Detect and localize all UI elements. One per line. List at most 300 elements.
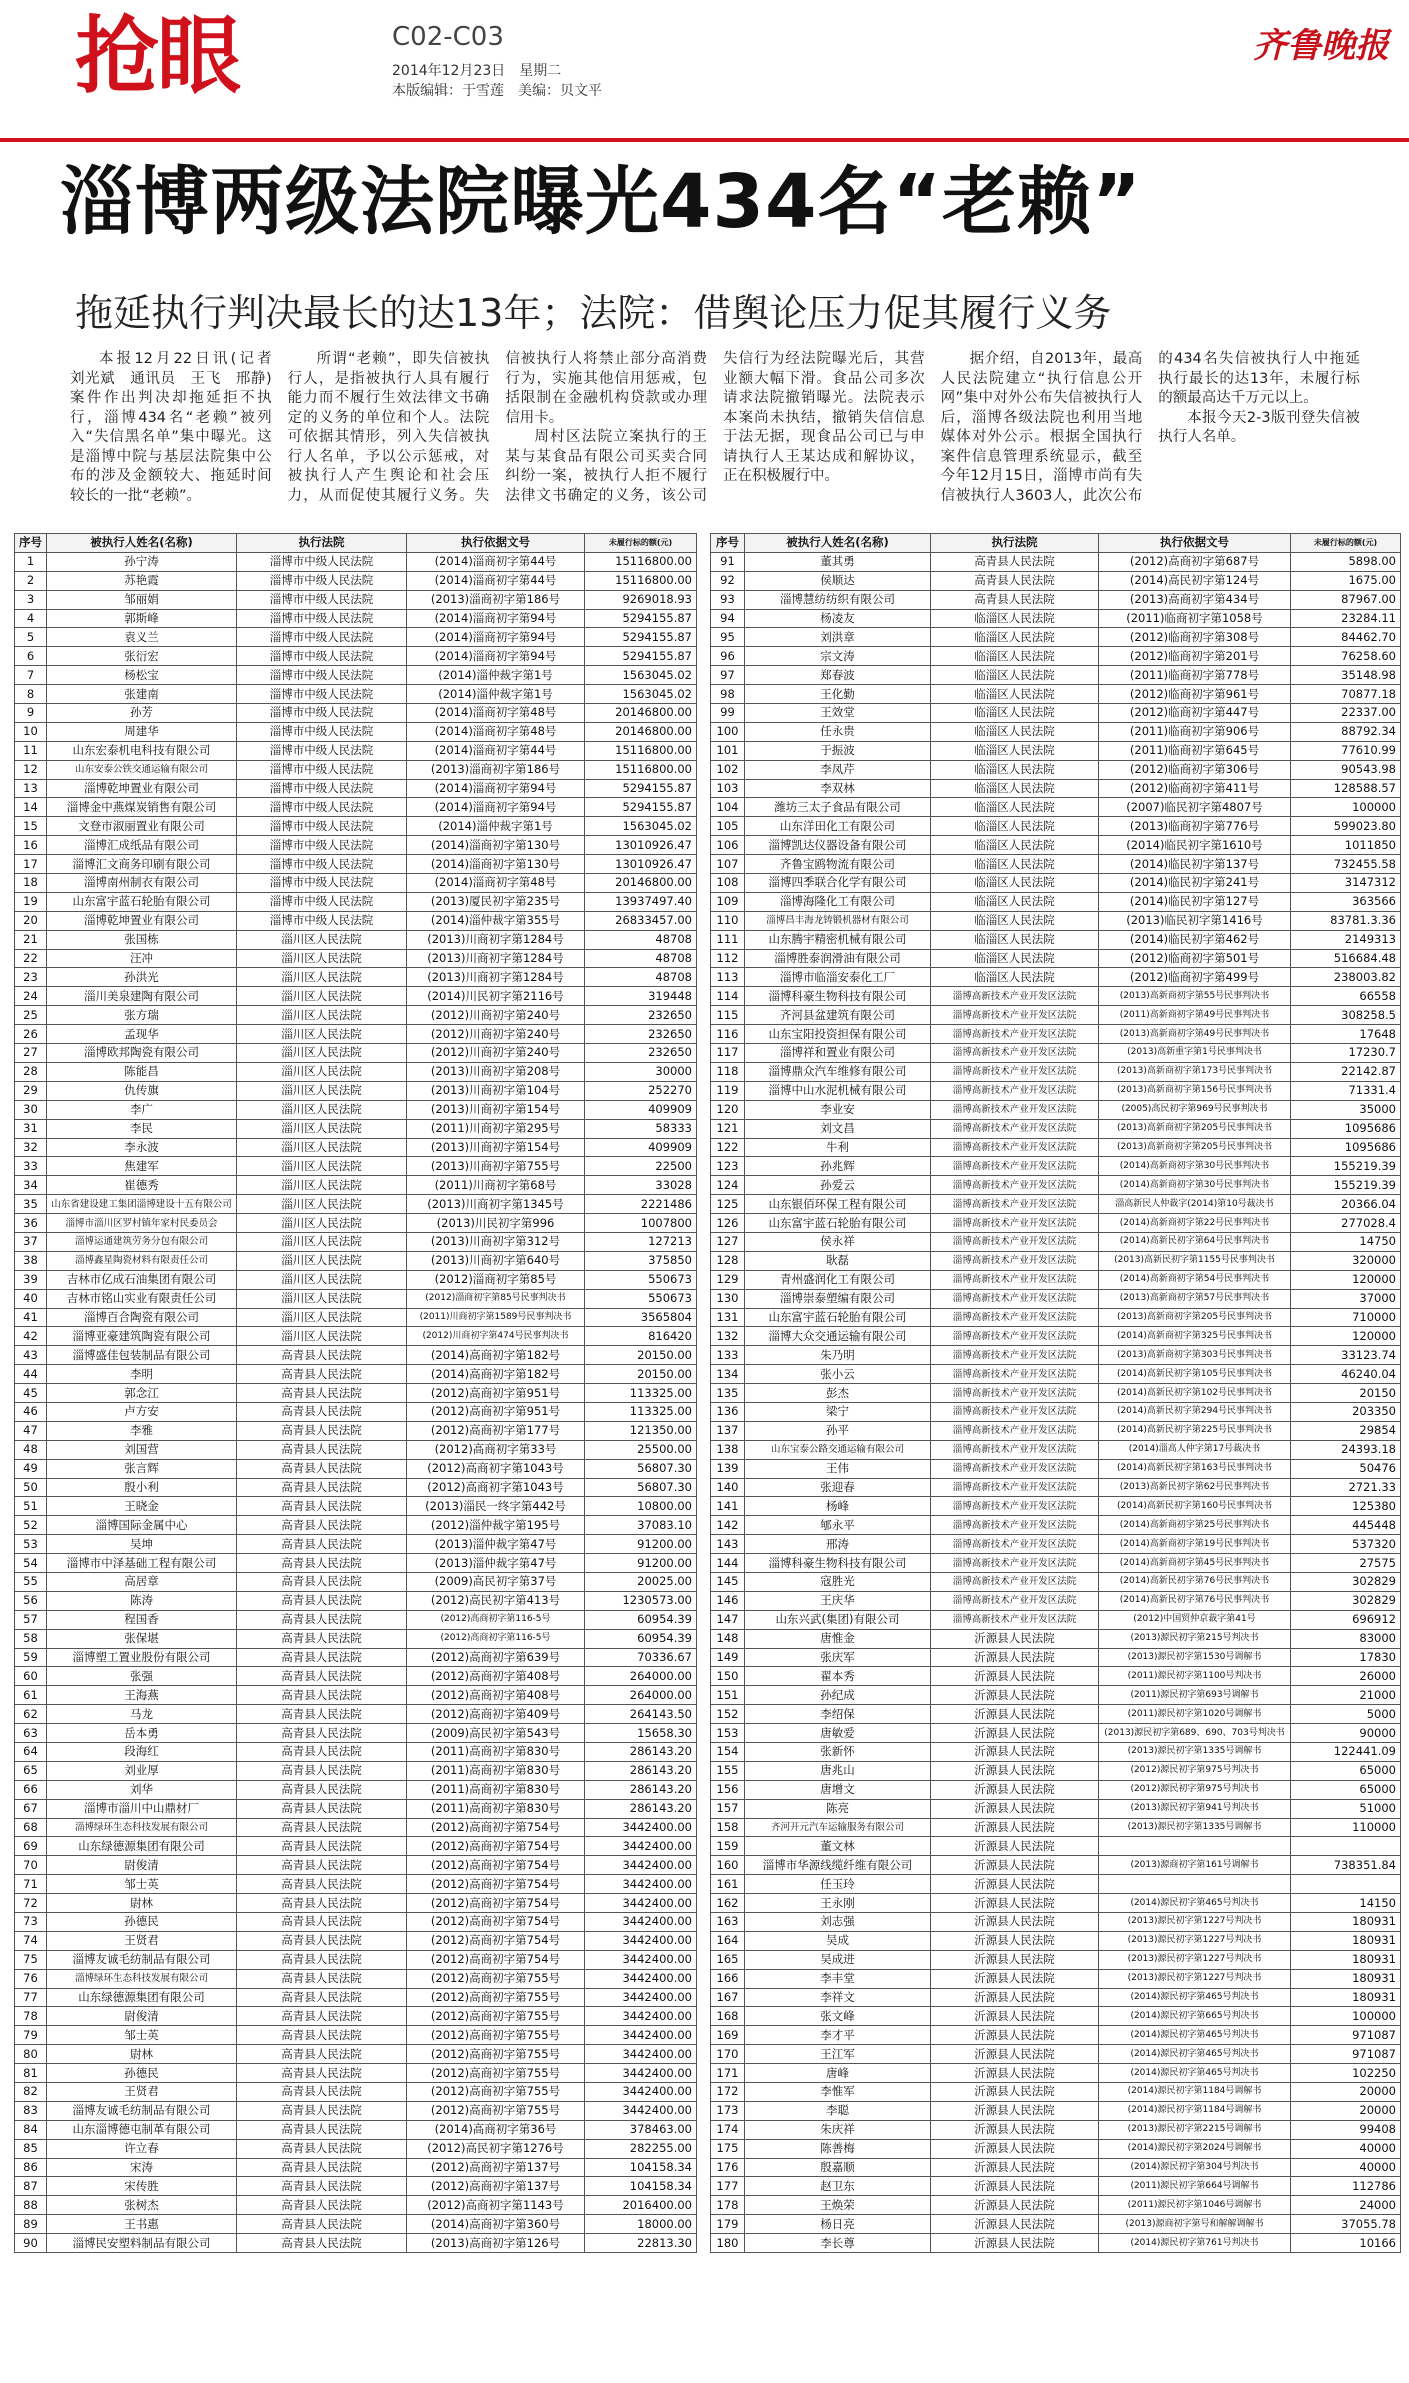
case-number: (2014)源民初字第465号判决书 bbox=[1099, 1988, 1291, 2007]
table-row bbox=[711, 1081, 1401, 1100]
table-row bbox=[15, 1497, 697, 1516]
article-paragraph: 本报今天2-3版刊登失信被执行人名单。 bbox=[1158, 409, 1360, 445]
table-row bbox=[15, 949, 697, 968]
header-divider bbox=[0, 138, 1409, 142]
defaulter-name: 张小云 bbox=[745, 1365, 931, 1384]
row-number: 35 bbox=[15, 1195, 47, 1214]
defaulter-name: 张保堪 bbox=[47, 1629, 237, 1648]
defaulter-name: 王焕荣 bbox=[745, 2196, 931, 2215]
unpaid-amount: 77610.99 bbox=[1291, 741, 1401, 760]
row-number: 24 bbox=[15, 987, 47, 1006]
table-row bbox=[15, 1232, 697, 1251]
row-number: 12 bbox=[15, 760, 47, 779]
row-number: 158 bbox=[711, 1818, 745, 1837]
defaulter-name: 王江军 bbox=[745, 2045, 931, 2064]
case-number: (2013)川商初字第208号 bbox=[407, 1062, 585, 1081]
case-number: (2012)临商初字第961号 bbox=[1099, 685, 1291, 704]
defaulter-name: 张方瑞 bbox=[47, 1006, 237, 1025]
unpaid-amount: 13937497.40 bbox=[585, 892, 697, 911]
court-name: 沂源县人民法院 bbox=[931, 1799, 1099, 1818]
row-number: 175 bbox=[711, 2139, 745, 2158]
row-number: 88 bbox=[15, 2196, 47, 2215]
court-name: 沂源县人民法院 bbox=[931, 2234, 1099, 2253]
court-name: 高青县人民法院 bbox=[237, 1516, 407, 1535]
table-row bbox=[711, 836, 1401, 855]
defaulter-name: 齐河开元汽车运输服务有限公司 bbox=[745, 1818, 931, 1837]
court-name: 高青县人民法院 bbox=[237, 1705, 407, 1724]
court-name: 淄博高新技术产业开发区法院 bbox=[931, 1138, 1099, 1157]
row-number: 82 bbox=[15, 2083, 47, 2102]
table-row bbox=[711, 571, 1401, 590]
defaulter-name: 山东富宇蓝石轮胎有限公司 bbox=[47, 892, 237, 911]
table-row bbox=[711, 741, 1401, 760]
court-name: 沂源县人民法院 bbox=[931, 2064, 1099, 2083]
unpaid-amount: 14750 bbox=[1291, 1232, 1401, 1251]
table-row bbox=[711, 552, 1401, 571]
defaulter-name: 郭念江 bbox=[47, 1384, 237, 1403]
unpaid-amount: 282255.00 bbox=[585, 2139, 697, 2158]
unpaid-amount: 56807.30 bbox=[585, 1459, 697, 1478]
court-name: 淄博高新技术产业开发区法院 bbox=[931, 1119, 1099, 1138]
defaulter-name: 山东省建设建工集团淄博建设十五有限公司 bbox=[47, 1195, 237, 1214]
court-name: 淄博市中级人民法院 bbox=[237, 590, 407, 609]
row-number: 20 bbox=[15, 911, 47, 930]
unpaid-amount: 3442400.00 bbox=[585, 1894, 697, 1913]
court-name: 淄博市中级人民法院 bbox=[237, 892, 407, 911]
defaulter-name: 寇胜光 bbox=[745, 1572, 931, 1591]
row-number: 42 bbox=[15, 1327, 47, 1346]
case-number: (2012)临商初字第447号 bbox=[1099, 704, 1291, 723]
row-number: 114 bbox=[711, 987, 745, 1006]
defaulter-name: 淄川美泉建陶有限公司 bbox=[47, 987, 237, 1006]
court-name: 淄川区人民法院 bbox=[237, 1157, 407, 1176]
row-number: 134 bbox=[711, 1365, 745, 1384]
page-header bbox=[0, 0, 1409, 135]
case-number: (2012)高民初字第1276号 bbox=[407, 2139, 585, 2158]
defaulter-name: 段海红 bbox=[47, 1743, 237, 1762]
unpaid-amount: 696912 bbox=[1291, 1610, 1401, 1629]
unpaid-amount: 516684.48 bbox=[1291, 949, 1401, 968]
defaulter-name: 唐峰 bbox=[745, 2064, 931, 2083]
case-number: (2012)高商初字第639号 bbox=[407, 1648, 585, 1667]
headline: 淄博两级法院曝光434名“老赖” bbox=[60, 159, 1142, 245]
defaulter-name: 张国栋 bbox=[47, 930, 237, 949]
court-name: 淄博高新技术产业开发区法院 bbox=[931, 1327, 1099, 1346]
defaulter-name: 淄博海隆化工有限公司 bbox=[745, 892, 931, 911]
court-name: 高青县人民法院 bbox=[237, 1818, 407, 1837]
row-number: 89 bbox=[15, 2215, 47, 2234]
unpaid-amount: 10166 bbox=[1291, 2234, 1401, 2253]
defaulter-name: 淄博市淄川区罗村镇年家村民委员会 bbox=[47, 1214, 237, 1233]
table-row bbox=[15, 2196, 697, 2215]
defaulter-name: 山东绿德源集团有限公司 bbox=[47, 1837, 237, 1856]
court-name: 高青县人民法院 bbox=[237, 1535, 407, 1554]
unpaid-amount: 35000 bbox=[1291, 1100, 1401, 1119]
case-number: (2011)临商初字第645号 bbox=[1099, 741, 1291, 760]
unpaid-amount: 20366.04 bbox=[1291, 1195, 1401, 1214]
unpaid-amount: 66558 bbox=[1291, 987, 1401, 1006]
court-name: 高青县人民法院 bbox=[237, 1743, 407, 1762]
defaulter-name: 高居章 bbox=[47, 1572, 237, 1591]
court-name: 淄博高新技术产业开发区法院 bbox=[931, 1157, 1099, 1176]
court-name: 淄博高新技术产业开发区法院 bbox=[931, 1081, 1099, 1100]
defaulter-name: 吴成进 bbox=[745, 1950, 931, 1969]
row-number: 5 bbox=[15, 628, 47, 647]
defaulter-name: 董其勇 bbox=[745, 552, 931, 571]
table-row bbox=[711, 1062, 1401, 1081]
court-name: 淄博市中级人民法院 bbox=[237, 855, 407, 874]
case-number: (2013)淄商初字第186号 bbox=[407, 760, 585, 779]
table-row bbox=[711, 1214, 1401, 1233]
case-number: (2012)高商初字第755号 bbox=[407, 2064, 585, 2083]
court-name: 临淄区人民法院 bbox=[931, 685, 1099, 704]
row-number: 108 bbox=[711, 874, 745, 893]
defaulter-name: 淄博友诚毛纺制品有限公司 bbox=[47, 1950, 237, 1969]
court-name: 淄博高新技术产业开发区法院 bbox=[931, 1591, 1099, 1610]
court-name: 沂源县人民法院 bbox=[931, 1856, 1099, 1875]
case-number: (2012)高商初字第755号 bbox=[407, 2007, 585, 2026]
unpaid-amount: 18000.00 bbox=[585, 2215, 697, 2234]
defaulter-name: 淄博科豪生物科技有限公司 bbox=[745, 1554, 931, 1573]
table-row bbox=[711, 1724, 1401, 1743]
table-row bbox=[711, 1270, 1401, 1289]
defaulter-name: 唐敏爱 bbox=[745, 1724, 931, 1743]
row-number: 2 bbox=[15, 571, 47, 590]
court-name: 高青县人民法院 bbox=[237, 2064, 407, 2083]
defaulter-name: 山东宏泰机电科技有限公司 bbox=[47, 741, 237, 760]
defaulter-name: 张迎春 bbox=[745, 1478, 931, 1497]
case-number: (2014)高新民初字第105号民事判决书 bbox=[1099, 1365, 1291, 1384]
table-row bbox=[711, 798, 1401, 817]
row-number: 87 bbox=[15, 2177, 47, 2196]
court-name: 淄博市中级人民法院 bbox=[237, 704, 407, 723]
table-row bbox=[15, 1346, 697, 1365]
defaulter-name: 郑春波 bbox=[745, 666, 931, 685]
table-row bbox=[711, 590, 1401, 609]
row-number: 13 bbox=[15, 779, 47, 798]
unpaid-amount: 5000 bbox=[1291, 1705, 1401, 1724]
case-number: (2012)源民初字第975号判决书 bbox=[1099, 1780, 1291, 1799]
court-name: 高青县人民法院 bbox=[931, 590, 1099, 609]
defaulter-name: 张树杰 bbox=[47, 2196, 237, 2215]
row-number: 107 bbox=[711, 855, 745, 874]
court-name: 高青县人民法院 bbox=[237, 1365, 407, 1384]
court-name: 高青县人民法院 bbox=[237, 1875, 407, 1894]
defaulter-name: 陈亮 bbox=[745, 1799, 931, 1818]
unpaid-amount: 1011850 bbox=[1291, 836, 1401, 855]
row-number: 168 bbox=[711, 2007, 745, 2026]
table-row bbox=[711, 1025, 1401, 1044]
unpaid-amount: 122441.09 bbox=[1291, 1743, 1401, 1762]
unpaid-amount: 22142.87 bbox=[1291, 1062, 1401, 1081]
court-name: 沂源县人民法院 bbox=[931, 1837, 1099, 1856]
unpaid-amount: 710000 bbox=[1291, 1308, 1401, 1327]
case-number: (2013)川商初字第1284号 bbox=[407, 949, 585, 968]
row-number: 72 bbox=[15, 1894, 47, 1913]
row-number: 1 bbox=[15, 552, 47, 571]
table-row bbox=[711, 1535, 1401, 1554]
court-name: 高青县人民法院 bbox=[237, 1384, 407, 1403]
row-number: 49 bbox=[15, 1459, 47, 1478]
table-row bbox=[711, 892, 1401, 911]
court-name: 淄川区人民法院 bbox=[237, 968, 407, 987]
table-row bbox=[15, 647, 697, 666]
defaulter-name: 侯永祥 bbox=[745, 1232, 931, 1251]
unpaid-amount: 180931 bbox=[1291, 1988, 1401, 2007]
table-row bbox=[711, 1384, 1401, 1403]
unpaid-amount: 180931 bbox=[1291, 1913, 1401, 1932]
defaulter-name: 淄博凯达仪器设备有限公司 bbox=[745, 836, 931, 855]
court-name: 临淄区人民法院 bbox=[931, 704, 1099, 723]
table-row bbox=[15, 1988, 697, 2007]
defaulter-name: 宋涛 bbox=[47, 2158, 237, 2177]
row-number: 10 bbox=[15, 722, 47, 741]
unpaid-amount: 203350 bbox=[1291, 1402, 1401, 1421]
table-row bbox=[711, 2064, 1401, 2083]
defaulter-name: 淄博鑫星陶瓷材料有限责任公司 bbox=[47, 1251, 237, 1270]
table-row bbox=[711, 2139, 1401, 2158]
unpaid-amount: 286143.20 bbox=[585, 1743, 697, 1762]
case-number: (2012)高商初字第687号 bbox=[1099, 552, 1291, 571]
court-name: 沂源县人民法院 bbox=[931, 1894, 1099, 1913]
row-number: 156 bbox=[711, 1780, 745, 1799]
table-row bbox=[711, 1875, 1401, 1894]
case-number: (2013)源商初字第号和解解调解书 bbox=[1099, 2215, 1291, 2234]
unpaid-amount: 15658.30 bbox=[585, 1724, 697, 1743]
table-row bbox=[711, 666, 1401, 685]
case-number: (2011)源民初字第1046号调解书 bbox=[1099, 2196, 1291, 2215]
defaulter-name: 张庆军 bbox=[745, 1648, 931, 1667]
unpaid-amount: 21000 bbox=[1291, 1686, 1401, 1705]
unpaid-amount: 1563045.02 bbox=[585, 685, 697, 704]
defaulter-name: 李凤芹 bbox=[745, 760, 931, 779]
table-row bbox=[15, 968, 697, 987]
case-number: (2014)高新民初字第163号民事判决书 bbox=[1099, 1459, 1291, 1478]
table-row bbox=[711, 2196, 1401, 2215]
table-row bbox=[15, 1081, 697, 1100]
unpaid-amount: 15116800.00 bbox=[585, 552, 697, 571]
defaulter-name: 张建南 bbox=[47, 685, 237, 704]
case-number: (2013)源民初字第1227号判决书 bbox=[1099, 1913, 1291, 1932]
row-number: 126 bbox=[711, 1214, 745, 1233]
court-name: 沂源县人民法院 bbox=[931, 1969, 1099, 1988]
table-row bbox=[15, 798, 697, 817]
case-number: (2013)高新商初字第205号民事判决书 bbox=[1099, 1119, 1291, 1138]
court-name: 淄川区人民法院 bbox=[237, 1327, 407, 1346]
defaulter-name: 山东安泰公铁交通运输有限公司 bbox=[47, 760, 237, 779]
court-name: 沂源县人民法院 bbox=[931, 1629, 1099, 1648]
unpaid-amount: 40000 bbox=[1291, 2158, 1401, 2177]
row-number: 162 bbox=[711, 1894, 745, 1913]
row-number: 106 bbox=[711, 836, 745, 855]
row-number: 100 bbox=[711, 722, 745, 741]
unpaid-amount: 37083.10 bbox=[585, 1516, 697, 1535]
case-number: (2014)川民初字第2116号 bbox=[407, 987, 585, 1006]
case-number: (2012)高商初字第951号 bbox=[407, 1384, 585, 1403]
table-row bbox=[15, 552, 697, 571]
defaulter-name: 山东腾宇精密机械有限公司 bbox=[745, 930, 931, 949]
case-number: (2012)高民初字第413号 bbox=[407, 1591, 585, 1610]
unpaid-amount: 65000 bbox=[1291, 1761, 1401, 1780]
table-row bbox=[711, 1440, 1401, 1459]
unpaid-amount: 15116800.00 bbox=[585, 760, 697, 779]
unpaid-amount: 25500.00 bbox=[585, 1440, 697, 1459]
defaulter-name: 焦建军 bbox=[47, 1157, 237, 1176]
case-number: (2013)源民初字第215号判决书 bbox=[1099, 1629, 1291, 1648]
defaulter-name: 张文峰 bbox=[745, 2007, 931, 2026]
court-name: 沂源县人民法院 bbox=[931, 1761, 1099, 1780]
court-name: 沂源县人民法院 bbox=[931, 2215, 1099, 2234]
newspaper-logo: 齐鲁晚报 bbox=[1253, 26, 1389, 66]
unpaid-amount: 2016400.00 bbox=[585, 2196, 697, 2215]
case-number: (2014)淄商初字第94号 bbox=[407, 628, 585, 647]
unpaid-amount: 3442400.00 bbox=[585, 1950, 697, 1969]
case-number: (2012)高商初字第755号 bbox=[407, 1988, 585, 2007]
unpaid-amount: 22813.30 bbox=[585, 2234, 697, 2253]
table-row bbox=[711, 1686, 1401, 1705]
court-name: 淄博市中级人民法院 bbox=[237, 741, 407, 760]
court-name: 沂源县人民法院 bbox=[931, 1686, 1099, 1705]
unpaid-amount: 302829 bbox=[1291, 1572, 1401, 1591]
court-name: 淄博市中级人民法院 bbox=[237, 779, 407, 798]
case-number: (2013)高新商初字第49号民事判决书 bbox=[1099, 1025, 1291, 1044]
unpaid-amount: 3565804 bbox=[585, 1308, 697, 1327]
table-row bbox=[15, 1856, 697, 1875]
defaulter-name: 杨凌友 bbox=[745, 609, 931, 628]
case-number: (2013)高新商初字第205号民事判决书 bbox=[1099, 1138, 1291, 1157]
court-name: 高青县人民法院 bbox=[931, 552, 1099, 571]
table-row bbox=[711, 1176, 1401, 1195]
table-row bbox=[711, 1667, 1401, 1686]
unpaid-amount: 409909 bbox=[585, 1138, 697, 1157]
court-name: 淄博市中级人民法院 bbox=[237, 760, 407, 779]
row-number: 63 bbox=[15, 1724, 47, 1743]
defaulter-name: 苏艳霞 bbox=[47, 571, 237, 590]
table-row bbox=[15, 1554, 697, 1573]
table-row bbox=[711, 987, 1401, 1006]
unpaid-amount: 971087 bbox=[1291, 2045, 1401, 2064]
unpaid-amount bbox=[1291, 1875, 1401, 1894]
table-row bbox=[711, 968, 1401, 987]
case-number: (2011)源民初字第1020号调解书 bbox=[1099, 1705, 1291, 1724]
unpaid-amount: 70877.18 bbox=[1291, 685, 1401, 704]
defaulter-name: 山东银佰环保工程有限公司 bbox=[745, 1195, 931, 1214]
unpaid-amount: 121350.00 bbox=[585, 1421, 697, 1440]
unpaid-amount: 445448 bbox=[1291, 1516, 1401, 1535]
row-number: 51 bbox=[15, 1497, 47, 1516]
defaulter-name: 刘业厚 bbox=[47, 1761, 237, 1780]
table-row bbox=[711, 1327, 1401, 1346]
unpaid-amount: 286143.20 bbox=[585, 1761, 697, 1780]
case-number: (2013)川商初字第1284号 bbox=[407, 930, 585, 949]
row-number: 172 bbox=[711, 2083, 745, 2102]
table-row bbox=[711, 685, 1401, 704]
defaulter-name: 淄博汇文商务印刷有限公司 bbox=[47, 855, 237, 874]
table-row bbox=[711, 1006, 1401, 1025]
row-number: 40 bbox=[15, 1289, 47, 1308]
case-number: (2012)临商初字第499号 bbox=[1099, 968, 1291, 987]
unpaid-amount: 65000 bbox=[1291, 1780, 1401, 1799]
article-paragraph: 所谓“老赖”，即失信被执行人，是指被执行人具有履行能力而不履行生效法律文书确定的义务的单位和个人。法院可依据其情形，列入失信被执行人名单，予以公示惩戒，对被执行人产生舆论和社会压力，从而促使其履行义务。失信被执行人将禁止部分高消费行为，实施其他信用惩戒，包括限制在金融机构贷款或办理信用卡。 bbox=[287, 351, 707, 504]
row-number: 121 bbox=[711, 1119, 745, 1138]
court-name: 临淄区人民法院 bbox=[931, 609, 1099, 628]
court-name: 淄博高新技术产业开发区法院 bbox=[931, 1497, 1099, 1516]
case-number: (2014)高民初字第124号 bbox=[1099, 571, 1291, 590]
case-number: (2012)高商初字第754号 bbox=[407, 1894, 585, 1913]
unpaid-amount: 3442400.00 bbox=[585, 2045, 697, 2064]
court-name: 淄川区人民法院 bbox=[237, 1289, 407, 1308]
case-number: (2012)高商初字第754号 bbox=[407, 1856, 585, 1875]
unpaid-amount: 50476 bbox=[1291, 1459, 1401, 1478]
case-number: (2013)川商初字第154号 bbox=[407, 1100, 585, 1119]
row-number: 26 bbox=[15, 1025, 47, 1044]
defaulter-name: 山东淄博德屯制革有限公司 bbox=[47, 2120, 237, 2139]
table-row bbox=[15, 1875, 697, 1894]
case-number: (2011)高商初字第830号 bbox=[407, 1780, 585, 1799]
unpaid-amount: 550673 bbox=[585, 1270, 697, 1289]
case-number: (2014)淄仲裁字第1号 bbox=[407, 666, 585, 685]
table-row bbox=[15, 1572, 697, 1591]
case-number: (2012)高商初字第1143号 bbox=[407, 2196, 585, 2215]
row-number: 22 bbox=[15, 949, 47, 968]
row-number: 47 bbox=[15, 1421, 47, 1440]
row-number: 58 bbox=[15, 1629, 47, 1648]
court-name: 沂源县人民法院 bbox=[931, 2139, 1099, 2158]
case-number: (2013)淄民一终字第442号 bbox=[407, 1497, 585, 1516]
court-name: 高青县人民法院 bbox=[237, 1988, 407, 2007]
table-row bbox=[15, 2139, 697, 2158]
row-number: 60 bbox=[15, 1667, 47, 1686]
row-number: 124 bbox=[711, 1176, 745, 1195]
table-row bbox=[711, 1138, 1401, 1157]
defaulter-name: 朱庆祥 bbox=[745, 2120, 931, 2139]
defaulter-name: 淄博市临淄安泰化工厂 bbox=[745, 968, 931, 987]
unpaid-amount: 537320 bbox=[1291, 1535, 1401, 1554]
defaulter-name: 齐鲁宝鸥物流有限公司 bbox=[745, 855, 931, 874]
table-row bbox=[15, 1931, 697, 1950]
table-row bbox=[15, 1629, 697, 1648]
court-name: 沂源县人民法院 bbox=[931, 1950, 1099, 1969]
case-number: (2009)高民初字第37号 bbox=[407, 1572, 585, 1591]
court-name: 高青县人民法院 bbox=[237, 1478, 407, 1497]
table-row bbox=[15, 1969, 697, 1988]
case-number: (2012)高商初字第177号 bbox=[407, 1421, 585, 1440]
unpaid-amount bbox=[1291, 1837, 1401, 1856]
defaulter-name: 淄博科豪生物科技有限公司 bbox=[745, 987, 931, 1006]
court-name: 高青县人民法院 bbox=[237, 1969, 407, 1988]
case-number: (2011)源民初字第693号调解书 bbox=[1099, 1686, 1291, 1705]
court-name: 临淄区人民法院 bbox=[931, 647, 1099, 666]
unpaid-amount: 17230.7 bbox=[1291, 1044, 1401, 1063]
case-number: (2013)厦民初字第235号 bbox=[407, 892, 585, 911]
unpaid-amount: 100000 bbox=[1291, 2007, 1401, 2026]
article-paragraph: 据介绍，自2013年，最高人民法院建立“执行信息公开网”集中对外公布失信被执行人后，淄博各级法院也利用当地媒体对外公示。根据全国执行案件信息管理系统显示，截至今年12月15日，淄博市尚有失信被执行人3603人，此次公布的434名失信被执行人中拖延执行最长的达13年，未履行标的额最高达千万元以上。 bbox=[940, 351, 1360, 504]
unpaid-amount: 20146800.00 bbox=[585, 722, 697, 741]
table-row bbox=[15, 1913, 697, 1932]
defaulter-name: 李民 bbox=[47, 1119, 237, 1138]
defaulter-name: 淄博崇泰塑编有限公司 bbox=[745, 1289, 931, 1308]
row-number: 92 bbox=[711, 571, 745, 590]
table-row bbox=[15, 1705, 697, 1724]
case-number: (2013)高商初字第126号 bbox=[407, 2234, 585, 2253]
row-number: 105 bbox=[711, 817, 745, 836]
defaulter-name: 淄博民安塑料制品有限公司 bbox=[47, 2234, 237, 2253]
unpaid-amount: 3442400.00 bbox=[585, 2101, 697, 2120]
table-row bbox=[15, 2083, 697, 2102]
defaulter-name: 淄博乾坤置业有限公司 bbox=[47, 779, 237, 798]
row-number: 73 bbox=[15, 1913, 47, 1932]
court-name: 淄博高新技术产业开发区法院 bbox=[931, 1308, 1099, 1327]
